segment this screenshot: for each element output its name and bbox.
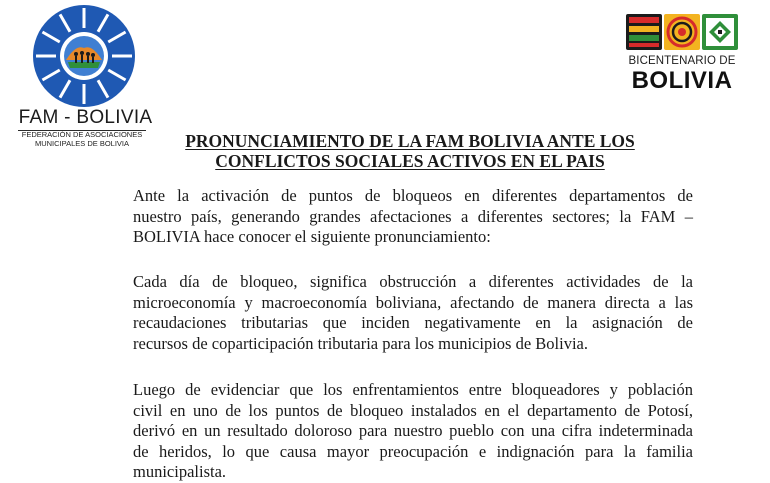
paragraph-line: nuestro país, generando grandes afectaciones a diferentes sectores; la FAM –: [133, 206, 693, 226]
paragraph-line: civil en uno de los puntos de bloqueo instalados en el departamento de Potosí,: [133, 400, 693, 420]
paragraph-confrontations: [133, 380, 693, 483]
bicentenario-small-text: BICENTENARIO DE: [628, 55, 736, 67]
paragraph-line: Ante la activación de puntos de bloqueos en diferentes departamentos de: [133, 186, 693, 205]
fam-subtitle-line-1: FEDERACIÓN DE ASOCIACIONES: [21, 130, 143, 139]
fam-bolivia-logo: [18, 4, 153, 148]
paragraph-line: microeconomía y macroeconomía boliviana, afectando de manera directa a las: [133, 292, 693, 312]
title-line-2: CONFLICTOS SOCIALES ACTIVOS EN EL PAIS: [215, 151, 605, 171]
paragraph-line: de heridos, lo que causa mayor preocupación e indignación para la familia: [133, 441, 693, 461]
paragraph-blockade-impact: [133, 272, 693, 354]
fam-subtitle-line-2: MUNICIPALES DE BOLIVIA: [34, 138, 130, 148]
sun-emblem-icon: [32, 4, 136, 108]
paragraph-line: recursos de coparticipación tributaria para los municipios de Bolivia.: [133, 333, 588, 353]
title-line-1: PRONUNCIAMIENTO DE LA FAM BOLIVIA ANTE LOS: [185, 131, 635, 151]
fam-bolivia-name: FAM - BOLIVIA: [18, 107, 153, 128]
paragraph-intro: [133, 186, 693, 248]
paragraph-line: Luego de evidenciar que los enfrentamientos entre bloqueadores y población: [133, 380, 693, 399]
paragraph-line: municipalista.: [133, 462, 227, 481]
paragraph-line: Cada día de bloqueo, significa obstrucción a diferentes actividades de la: [133, 272, 693, 291]
document-title: [160, 131, 660, 171]
fam-bolivia-subtitle: [18, 131, 146, 148]
bicentenario-big-text: BOLIVIA: [631, 67, 733, 94]
paragraph-line: BOLIVIA hace conocer el siguiente pronunciamiento:: [133, 227, 491, 246]
paragraph-line: recaudaciones tributarias que inciden negativamente en la asignación de: [133, 313, 693, 332]
paragraph-line: derivó en un resultado doloroso para nuestro pueblo con una cifra indeterminada: [133, 421, 693, 440]
bicentenario-icons: [626, 14, 738, 52]
bicentenario-logo: [620, 14, 755, 94]
